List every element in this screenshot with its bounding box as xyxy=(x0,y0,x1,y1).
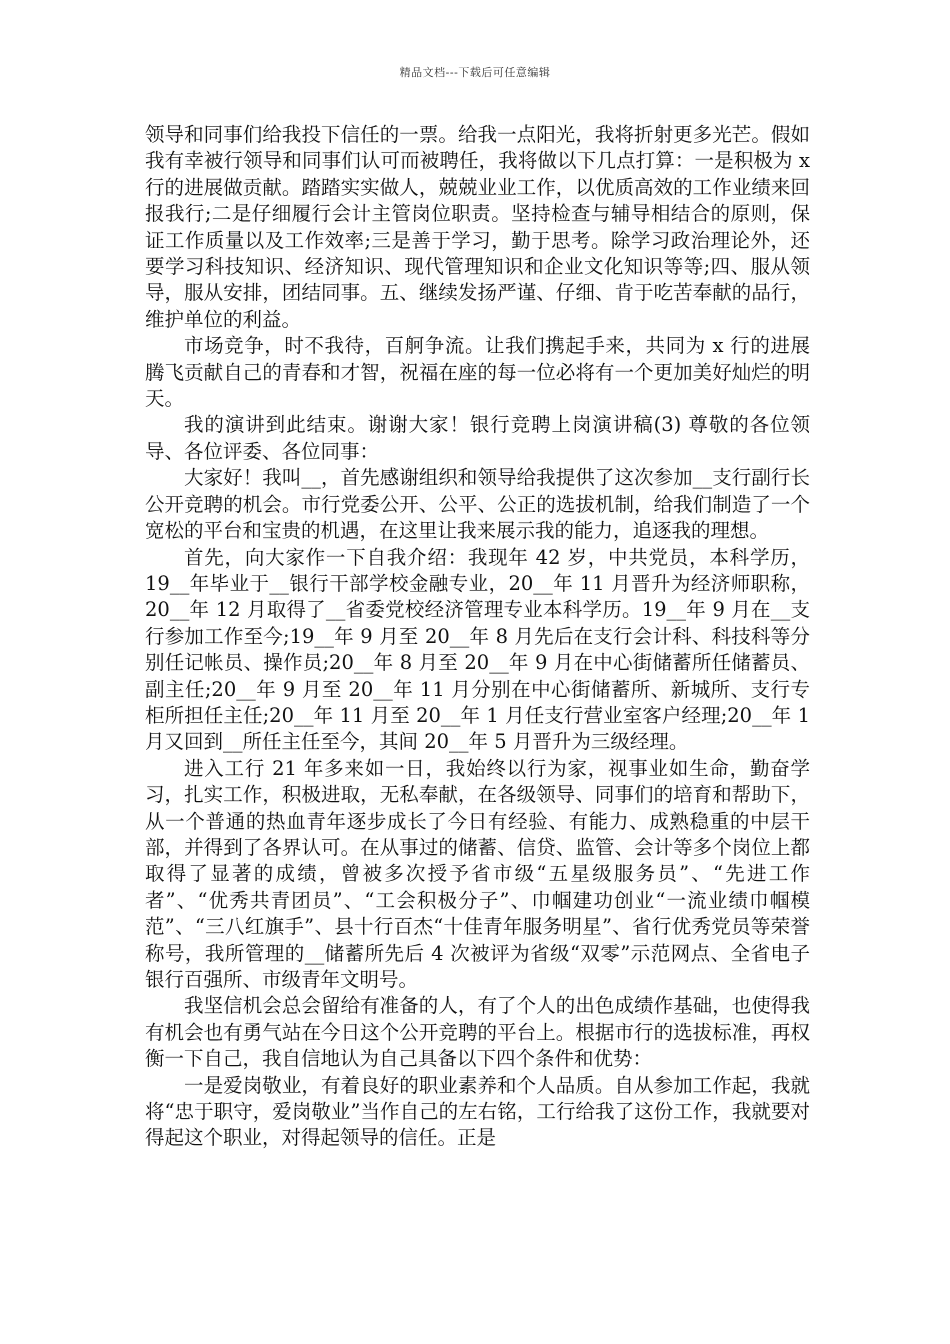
document-body xyxy=(145,122,810,1152)
paragraph-4: 大家好！我叫__，首先感谢组织和领导给我提供了这次参加__支行副行长公开竞聘的机会。市行党委公开、公平、公正的选拔机制，给我们制造了一个宽松的平台和宝贵的机遇，在这里让我来展示我的能力，追逐我的理想。 xyxy=(145,466,810,543)
page-header: 精品文档---下载后可任意编辑 xyxy=(399,66,551,79)
paragraph-7: 我坚信机会总会留给有准备的人，有了个人的出色成绩作基础，也使得我有机会也有勇气站在今日这个公开竞聘的平台上。根据市行的选拔标准，再权衡一下自己，我自信地认为自己具备以下四个条件和优势： xyxy=(145,994,810,1071)
paragraph-6: 进入工行 21 年多来如一日，我始终以行为家，视事业如生命，勤奋学习，扎实工作，积极进取，无私奉献，在各级领导、同事们的培育和帮助下，从一个普通的热血青年逐步成长了今日有经验、有能力、成熟稳重的中层干部，并得到了各界认可。在从事过的储蓄、信贷、监管、会计等多个岗位上都取得了显著的成绩，曾被多次授予省市级“五星级服务员”、“先进工作者”、“优秀共青团员”、“工会积极分子”、巾帼建功创业“一流业绩巾帼模范”、“三八红旗手”、县十行百杰“十佳青年服务明星”、省行优秀党员等荣誉称号，我所管理的__储蓄所先后 4 次被评为省级“双零”示范网点、全省电子银行百强所、市级青年文明号。 xyxy=(145,756,810,991)
paragraph-8: 一是爱岗敬业，有着良好的职业素养和个人品质。自从参加工作起，我就将“忠于职守，爱岗敬业”当作自己的左右铭，工行给我了这份工作，我就要对得起这个职业，对得起领导的信任。正是 xyxy=(145,1073,810,1150)
paragraph-3: 我的演讲到此结束。谢谢大家！银行竞聘上岗演讲稿(3) 尊敬的各位领导、各位评委、各位同事： xyxy=(145,413,810,463)
paragraph-2: 市场竞争，时不我待，百舸争流。让我们携起手来，共同为 x 行的进展腾飞贡献自己的青春和才智，祝福在座的每一位必将有一个更加美好灿烂的明天。 xyxy=(145,334,810,411)
paragraph-1: 领导和同事们给我投下信任的一票。给我一点阳光，我将折射更多光芒。假如我有幸被行领导和同事们认可而被聘任，我将做以下几点打算：一是积极为 x 行的进展做贡献。踏踏实实做人，兢兢业业工作，以优质高效的工作业绩来回报我行;二是仔细履行会计主管岗位职责。坚持检查与辅导相结合的原则，保证工作质量以及工作效率;三是善于学习，勤于思考。除学习政治理论外，还要学习科技知识、经济知识、现代管理知识和企业文化知识等等;四、服从领导，服从安排，团结同事。五、继续发扬严谨、仔细、肯于吃苦奉献的品行，维护单位的利益。 xyxy=(145,123,810,331)
paragraph-5: 首先，向大家作一下自我介绍：我现年 42 岁，中共党员，本科学历，19__年毕业于__银行干部学校金融专业，20__年 11 月晋升为经济师职称，20__年 12 月取得了__省委党校经济管理专业本科学历。19__年 9 月在__支行参加工作至今;19__年 9 月至 20__年 8 月先后在支行会计科、科技科等分别任记帐员、操作员;20__年 8 月至 20__年 9 月在中心街储蓄所任储蓄员、副主任;20__年 9 月至 20__年 11 月分别在中心街储蓄所、新城所、支行专柜所担任主任;20__年 11 月至 20__年 1 月任支行营业室客户经理;20__年 1 月又回到__所任主任至今，其间 20__年 5 月晋升为三级经理。 xyxy=(145,545,810,754)
